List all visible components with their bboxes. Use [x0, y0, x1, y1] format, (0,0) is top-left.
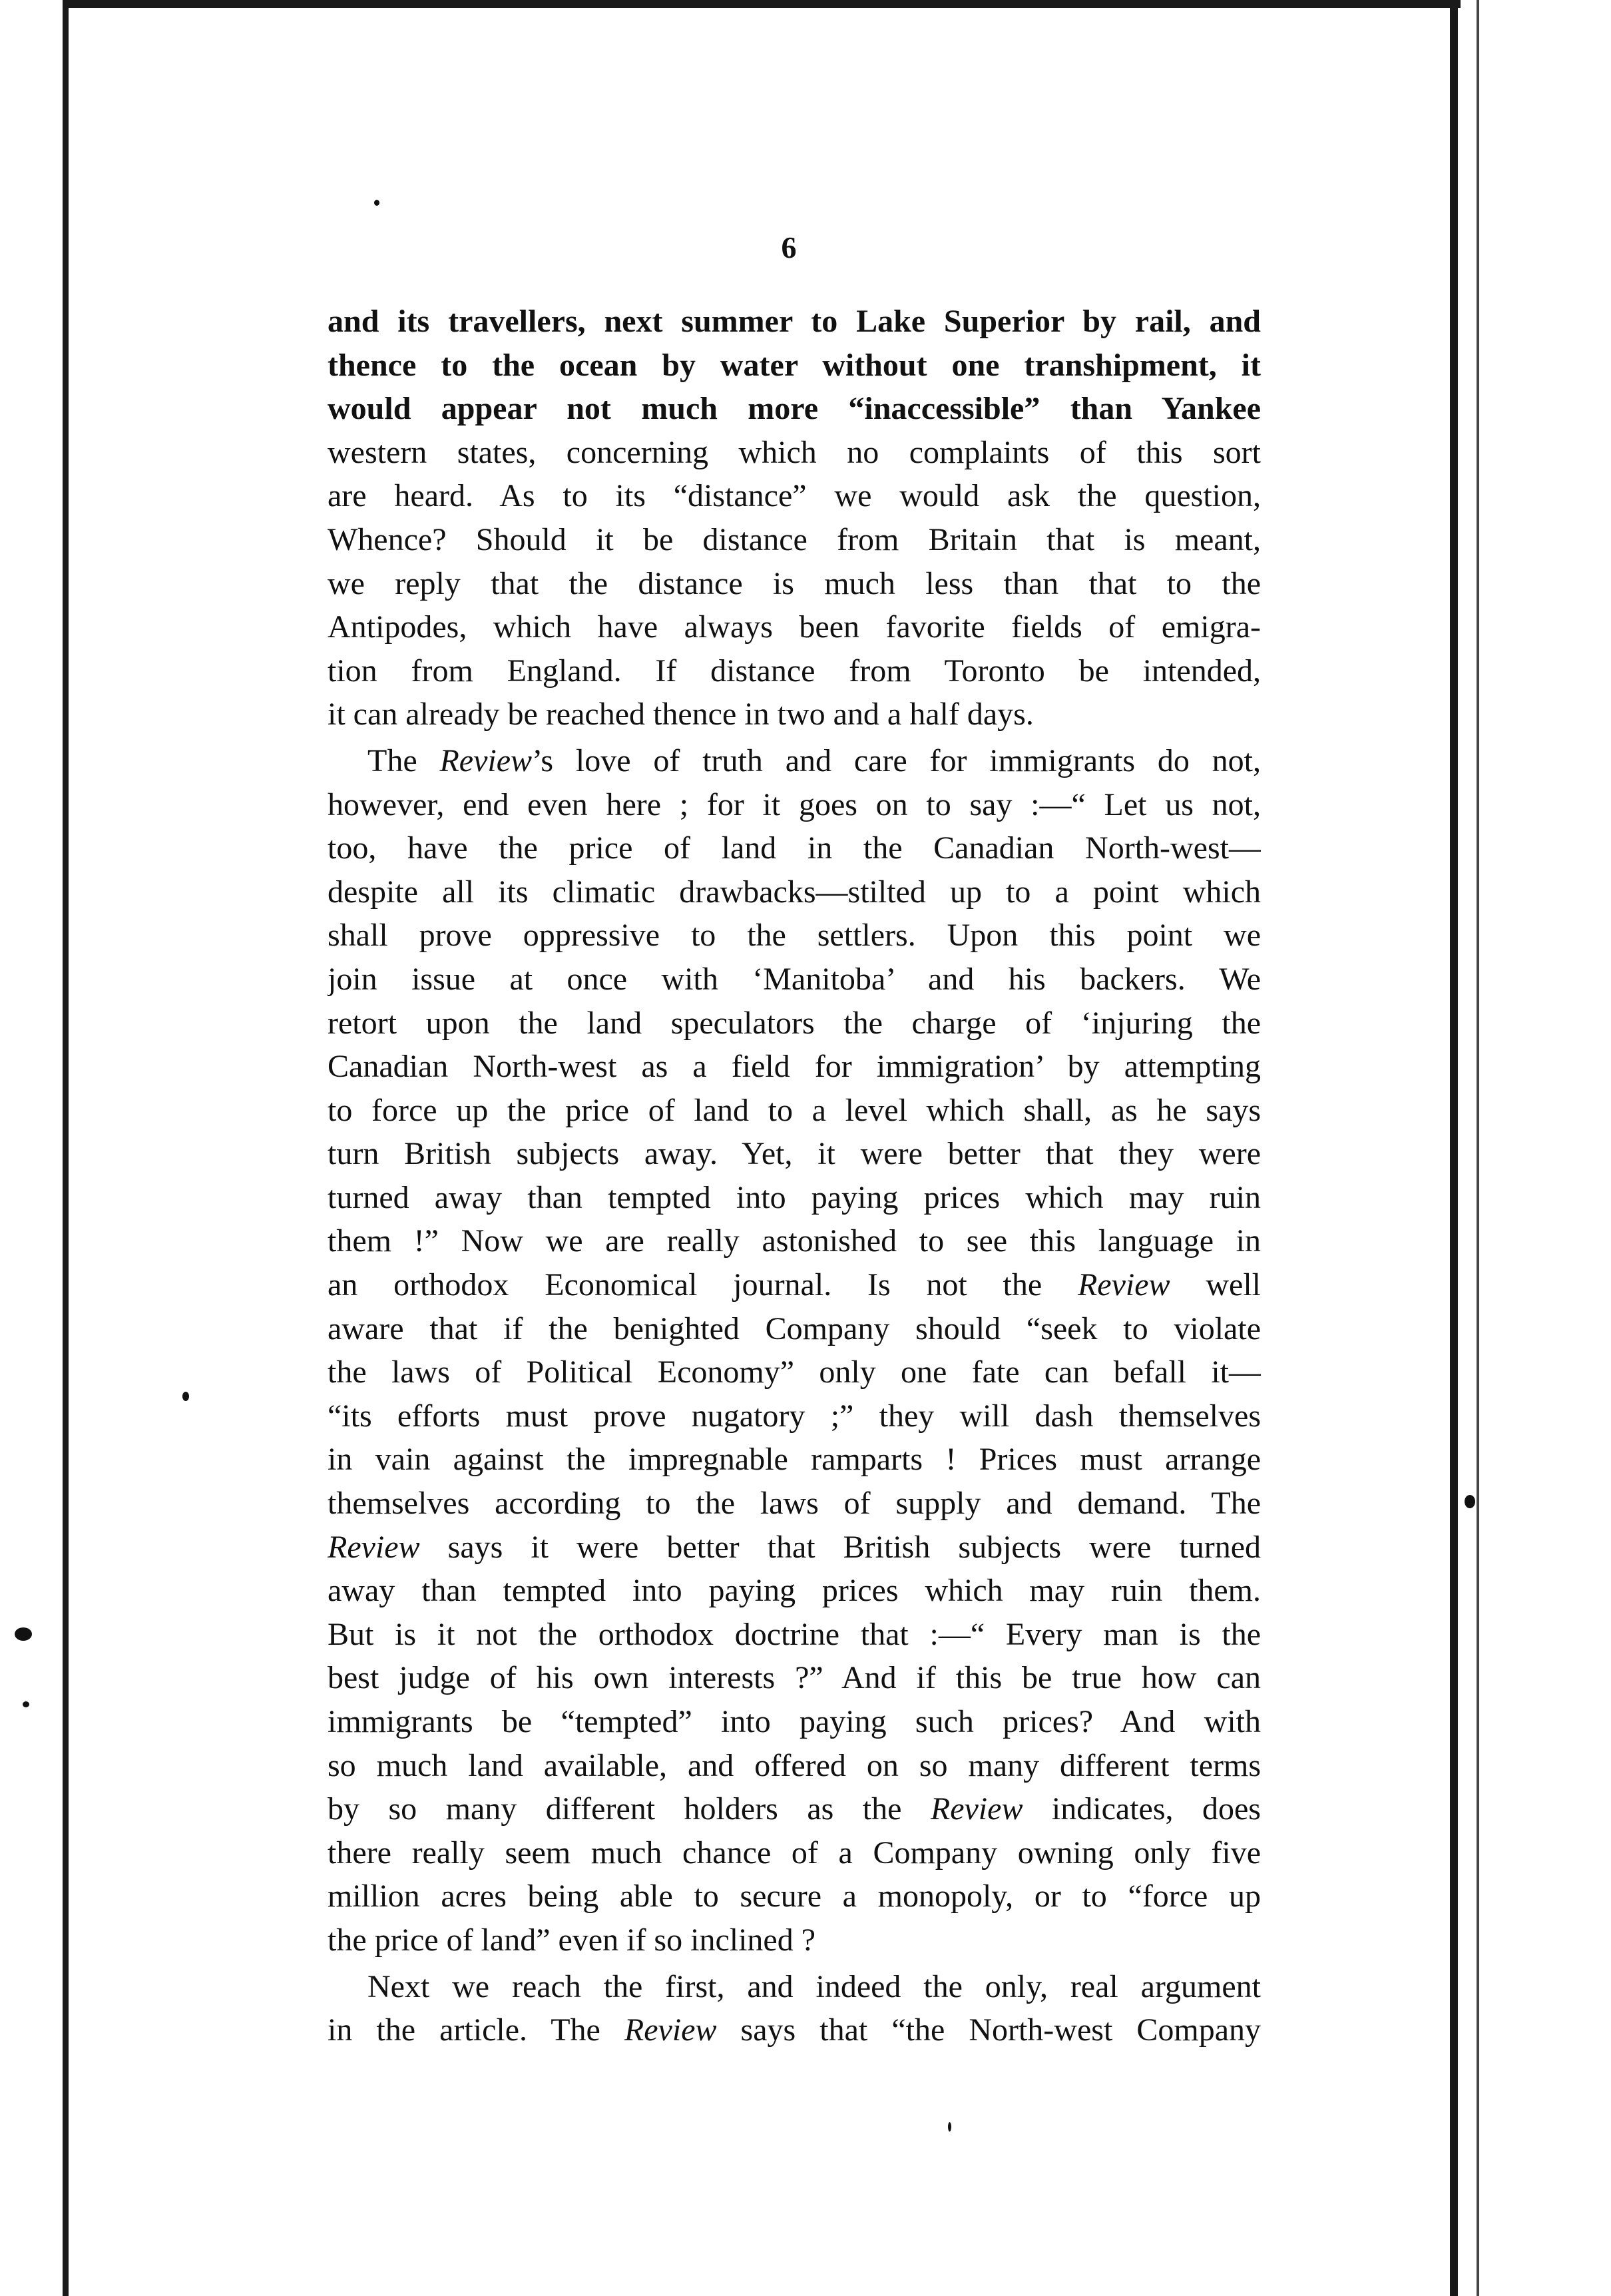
text-line: Antipodes, which have always been favorite fields of emigra- — [328, 609, 1261, 645]
text-line: million acres being able to secure a monopoly, or to “force up — [328, 1878, 1261, 1914]
text-line: shall prove oppressive to the settlers. Upon this point we — [328, 918, 1261, 954]
text-line: we reply that the distance is much less than that to the — [328, 565, 1261, 601]
page-number: 6 — [781, 230, 797, 264]
text-line: are heard. As to its “distance” we would ask the question, — [328, 478, 1261, 514]
scan-speck — [23, 1701, 29, 1707]
text-line: an orthodox Economical journal. Is not the Review well — [328, 1267, 1261, 1303]
text-line: so much land available, and offered on so many different terms — [328, 1747, 1261, 1783]
text-line: best judge of his own interests ?” And if this be true how can — [328, 1660, 1261, 1696]
text-line: tion from England. If distance from Toronto be intended, — [328, 653, 1261, 689]
text-line: in vain against the impregnable ramparts ! Prices must arrange — [328, 1442, 1261, 1478]
text-line: in the article. The Review says that “the North-west Company — [328, 2012, 1261, 2048]
scan-speck — [374, 200, 379, 206]
text-line: Canadian North-west as a field for immigration’ by attempting — [328, 1049, 1261, 1085]
text-line: would appear not much more “inaccessible” than Yankee — [328, 391, 1261, 427]
text-line: Whence? Should it be distance from Britain that is meant, — [328, 521, 1261, 557]
text-line: Review says it were better that British subjects were turned — [328, 1529, 1261, 1565]
text-line: despite all its climatic drawbacks—stilted up to a point which — [328, 874, 1261, 910]
text-line: turned away than tempted into paying prices which may ruin — [328, 1179, 1261, 1215]
text-line: “its efforts must prove nugatory ;” they will dash themselves — [328, 1398, 1261, 1434]
text-line: by so many different holders as the Review indicates, does — [328, 1791, 1261, 1827]
text-line: Next we reach the first, and indeed the only, real argument — [367, 1968, 1261, 2004]
text-line: away than tempted into paying prices which may ruin them. — [328, 1573, 1261, 1609]
scan-border-left — [63, 0, 69, 2296]
body-text — [328, 300, 1261, 2052]
scan-border-top — [63, 0, 1461, 8]
text-line: western states, concerning which no complaints of this sort — [328, 434, 1261, 470]
text-line: to force up the price of land to a level which shall, as he says — [328, 1092, 1261, 1128]
text-line: there really seem much chance of a Company owning only five — [328, 1835, 1261, 1870]
text-line: the price of land” even if so inclined ? — [328, 1922, 816, 1958]
text-line: however, end even here ; for it goes on to say :—“ Let us not, — [328, 786, 1261, 822]
text-line: turn British subjects away. Yet, it were better that they were — [328, 1136, 1261, 1172]
text-line: join issue at once with ‘Manitoba’ and his backers. We — [328, 961, 1261, 997]
text-line: immigrants be “tempted” into paying such prices? And with — [328, 1704, 1261, 1739]
text-line: aware that if the benighted Company should “seek to violate — [328, 1310, 1261, 1346]
text-line: retort upon the land speculators the charge of ‘injuring the — [328, 1005, 1261, 1041]
text-line: the laws of Political Economy” only one fate can befall it— — [328, 1354, 1261, 1390]
text-line: too, have the price of land in the Canadian North-west— — [328, 830, 1261, 866]
scan-speck — [15, 1627, 32, 1641]
text-line: and its travellers, next summer to Lake Superior by rail, and — [328, 304, 1261, 339]
text-line: it can already be reached thence in two and a half days. — [328, 697, 1034, 732]
text-line: themselves according to the laws of supply and demand. The — [328, 1486, 1261, 1522]
scan-speck — [182, 1392, 189, 1401]
scan-speck — [1465, 1495, 1475, 1508]
adjacent-page-edge — [1477, 0, 1479, 2296]
text-line: The Review’s love of truth and care for immigrants do not, — [367, 742, 1261, 778]
text-line: them !” Now we are really astonished to see this language in — [328, 1223, 1261, 1259]
scan-border-right — [1450, 0, 1458, 2296]
scan-speck — [948, 2122, 951, 2132]
text-line: But is it not the orthodox doctrine that :—“ Every man is the — [328, 1616, 1261, 1652]
text-line: thence to the ocean by water without one transhipment, it — [328, 347, 1261, 383]
